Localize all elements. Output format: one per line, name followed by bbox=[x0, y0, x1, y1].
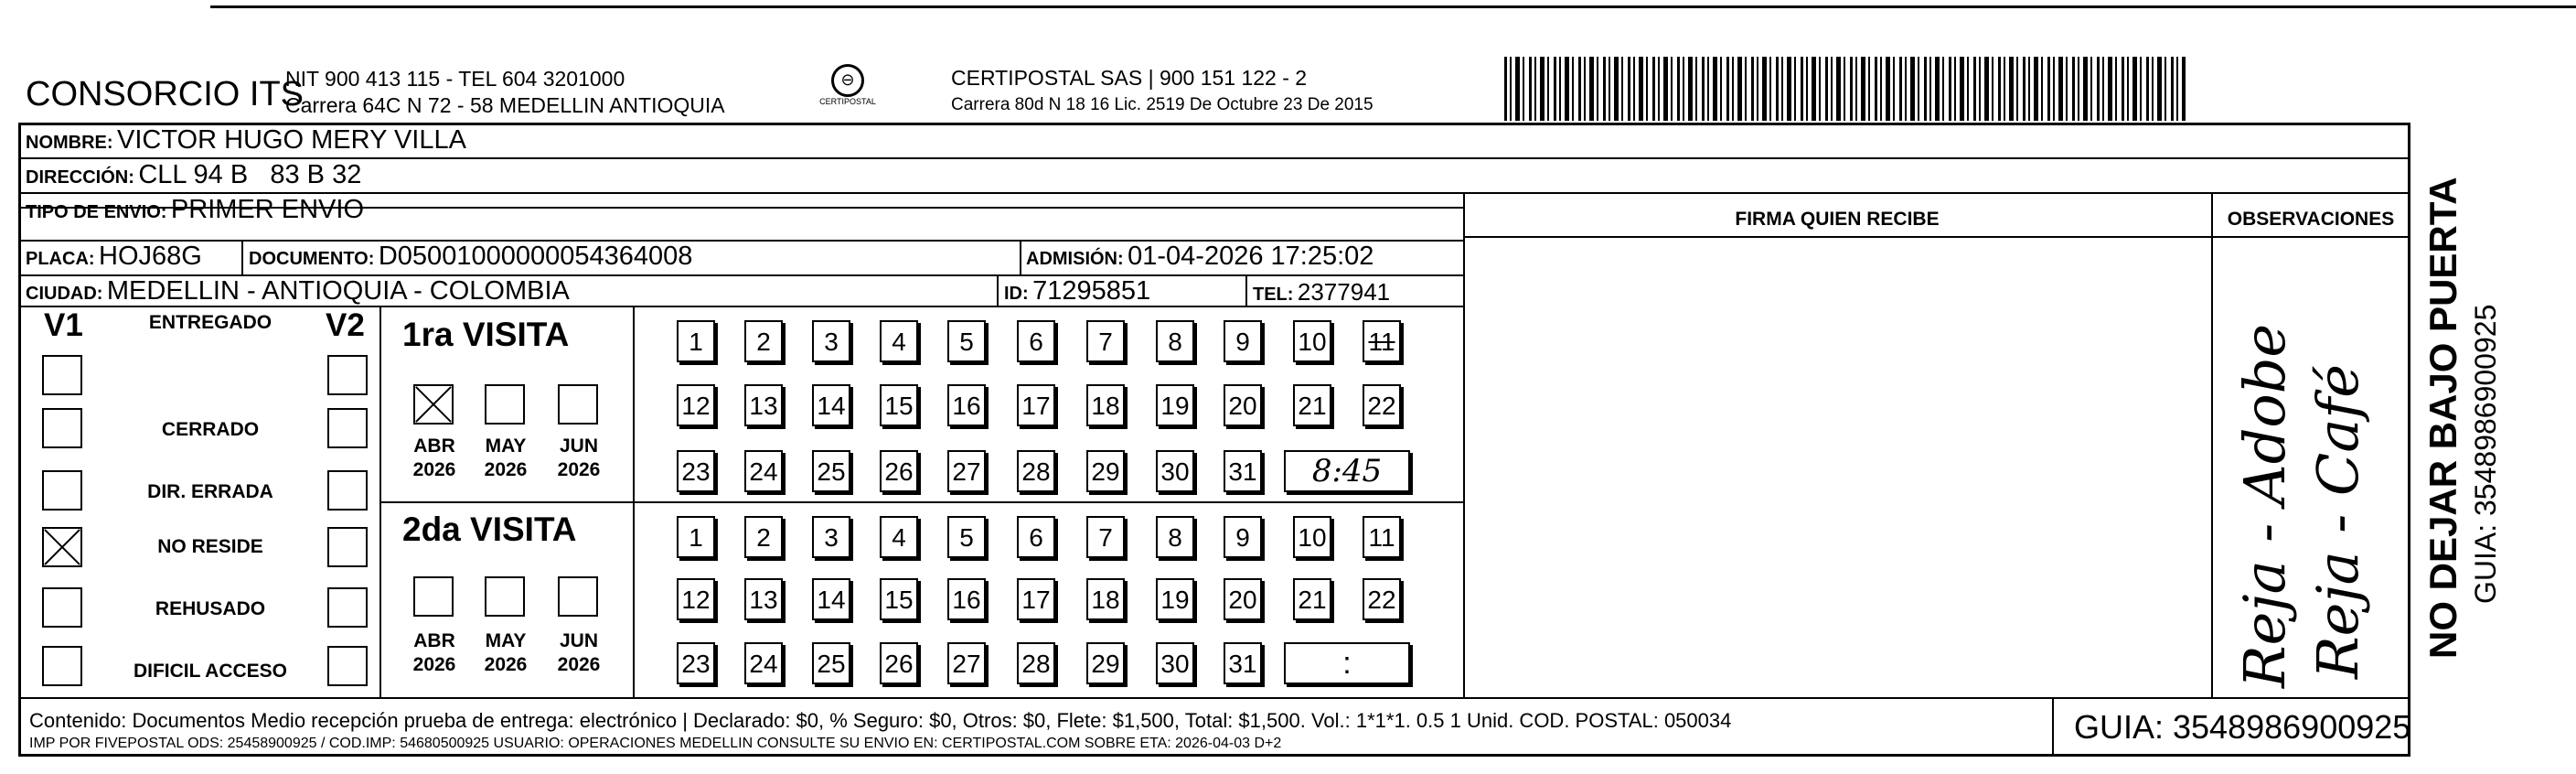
second-visit-day-box[interactable]: 30 bbox=[1156, 642, 1194, 684]
month-name: MAY bbox=[485, 630, 527, 651]
nit-line: NIT 900 413 115 - TEL 604 3201000 bbox=[285, 67, 625, 91]
first-visit-title: 1ra VISITA bbox=[402, 316, 570, 353]
first-visit-day-box[interactable]: 28 bbox=[1017, 450, 1055, 492]
rule-ciudad-id bbox=[997, 274, 999, 306]
documento-value: D05001000000054364008 bbox=[378, 242, 693, 271]
first-visit-day-box[interactable]: 29 bbox=[1086, 450, 1125, 492]
second-visit-month-jun-checkbox[interactable] bbox=[558, 576, 598, 617]
v1-dir-errada-checkbox[interactable] bbox=[42, 470, 82, 511]
month-year: 2026 bbox=[484, 459, 528, 480]
tipo-value: PRIMER ENVIO bbox=[170, 195, 365, 224]
first-visit-day-box[interactable]: 14 bbox=[812, 384, 850, 426]
admision-label: ADMISIÓN: bbox=[1026, 249, 1124, 269]
second-visit-day-box[interactable]: 21 bbox=[1293, 578, 1331, 620]
rule-visit-split bbox=[379, 501, 1463, 503]
ciudad-value: MEDELLIN - ANTIOQUIA - COLOMBIA bbox=[106, 276, 570, 306]
second-visit-day-box[interactable]: 14 bbox=[812, 578, 850, 620]
first-visit-day-box[interactable]: 16 bbox=[947, 384, 986, 426]
observaciones-note-2: Reja - Café bbox=[2304, 364, 2371, 679]
status-dificil-acceso: DIFICIL ACCESO bbox=[133, 661, 287, 682]
footer-contenido: Contenido: Documentos Medio recepción prueba de entrega: electrónico | Declarado: $0, % Seguro: $0, Otros: $0, Flete: $1,500, Total: $1,500. Vol.: 1*1*1. 0.5 1 Unid. COD. POSTAL: 050034 bbox=[29, 709, 1732, 732]
first-visit-day-box[interactable]: 21 bbox=[1293, 384, 1331, 426]
second-visit-day-box[interactable]: 1 bbox=[677, 516, 715, 558]
logo-text: CERTIPOSTAL bbox=[819, 97, 876, 106]
direccion-row bbox=[26, 160, 361, 190]
second-visit-day-box[interactable]: 25 bbox=[812, 642, 850, 684]
certipostal-address: Carrera 80d N 18 16 Lic. 2519 De Octubre 23 De 2015 bbox=[951, 95, 1374, 114]
footer-guia: GUIA: 3548986900925 bbox=[2074, 708, 2411, 746]
first-visit-month-may bbox=[474, 435, 538, 482]
first-visit-day-box[interactable]: 4 bbox=[880, 320, 918, 362]
v1-entregado-checkbox[interactable] bbox=[42, 355, 82, 395]
second-visit-day-box[interactable]: 3 bbox=[812, 516, 850, 558]
second-visit-day-box[interactable]: 31 bbox=[1224, 642, 1262, 684]
first-visit-day-box[interactable]: 5 bbox=[947, 320, 986, 362]
certipostal-nit: CERTIPOSTAL SAS | 900 151 122 - 2 bbox=[951, 66, 1308, 90]
nombre-value: VICTOR HUGO MERY VILLA bbox=[117, 125, 466, 155]
v2-entregado-checkbox[interactable] bbox=[327, 355, 368, 395]
second-visit-month-may-checkbox[interactable] bbox=[485, 576, 525, 617]
direccion-value: CLL 94 B 83 B 32 bbox=[138, 160, 362, 189]
month-name: JUN bbox=[559, 630, 598, 651]
first-visit-day-box[interactable]: 26 bbox=[880, 450, 918, 492]
month-year: 2026 bbox=[557, 654, 601, 675]
rule-placa-doc bbox=[241, 240, 243, 274]
first-visit-day-box[interactable]: 27 bbox=[947, 450, 986, 492]
rule-id-tel bbox=[1245, 274, 1247, 306]
rule-obs-left bbox=[2211, 192, 2213, 697]
second-visit-day-box[interactable]: 7 bbox=[1086, 516, 1125, 558]
placa-label: PLACA: bbox=[26, 249, 95, 269]
second-visit-day-box[interactable]: 18 bbox=[1086, 578, 1125, 620]
status-rehusado: REHUSADO bbox=[155, 598, 266, 619]
nombre-row bbox=[26, 125, 466, 156]
logo-icon: ⊖ bbox=[831, 64, 864, 97]
second-visit-day-box[interactable]: 27 bbox=[947, 642, 986, 684]
second-visit-day-box[interactable]: 26 bbox=[880, 642, 918, 684]
second-visit-day-box[interactable]: 6 bbox=[1017, 516, 1055, 558]
second-visit-day-box[interactable]: 2 bbox=[744, 516, 783, 558]
second-visit-day-box[interactable]: 5 bbox=[947, 516, 986, 558]
second-visit-day-box[interactable]: 22 bbox=[1363, 578, 1401, 620]
month-year: 2026 bbox=[412, 654, 456, 675]
second-visit-day-box[interactable]: 13 bbox=[744, 578, 783, 620]
v2-cerrado-checkbox[interactable] bbox=[327, 408, 368, 448]
second-visit-month-may bbox=[474, 629, 538, 677]
documento-row bbox=[249, 242, 692, 272]
second-visit-day-box[interactable]: 29 bbox=[1086, 642, 1125, 684]
first-visit-day-box[interactable]: 8 bbox=[1156, 320, 1194, 362]
status-cerrado: CERRADO bbox=[161, 419, 260, 440]
second-visit-month-abr bbox=[402, 629, 466, 677]
month-name: MAY bbox=[485, 435, 527, 457]
rule-footer-guia bbox=[2052, 697, 2054, 757]
rule-direccion bbox=[18, 192, 2410, 194]
second-visit-day-box[interactable]: 20 bbox=[1224, 578, 1262, 620]
v2-no-reside-checkbox[interactable] bbox=[327, 527, 368, 567]
first-visit-day-box[interactable]: 2 bbox=[744, 320, 783, 362]
tel-value: 2377941 bbox=[1297, 278, 1391, 306]
second-visit-day-box[interactable]: 4 bbox=[880, 516, 918, 558]
rule-nombre bbox=[18, 157, 2410, 159]
placa-value: HOJ68G bbox=[99, 242, 202, 271]
ciudad-row bbox=[26, 276, 570, 306]
second-visit-day-box[interactable]: 11 bbox=[1363, 516, 1401, 558]
month-year: 2026 bbox=[557, 459, 601, 480]
first-visit-day-box[interactable]: 30 bbox=[1156, 450, 1194, 492]
first-visit-day-box[interactable]: 19 bbox=[1156, 384, 1194, 426]
first-visit-day-box[interactable]: 10 bbox=[1293, 320, 1331, 362]
certipostal-logo bbox=[818, 64, 877, 108]
first-visit-day-box[interactable]: 17 bbox=[1017, 384, 1055, 426]
first-visit-day-box[interactable]: 1 bbox=[677, 320, 715, 362]
footer-imp: IMP POR FIVEPOSTAL ODS: 25458900925 / COD.IMP: 54680500925 USUARIO: OPERACIONES MEDELLIN CONSULTE SU ENVIO EN: CERTIPOSTAL.COM SOBRE ETA: 2026-04-03 D+2 bbox=[29, 736, 1282, 751]
second-visit-day-box[interactable]: 28 bbox=[1017, 642, 1055, 684]
ciudad-label: CIUDAD: bbox=[26, 284, 103, 304]
first-visit-month-jun bbox=[547, 435, 611, 482]
tel-row bbox=[1253, 278, 1390, 306]
first-visit-day-box[interactable]: 18 bbox=[1086, 384, 1125, 426]
v1-header: V1 bbox=[44, 307, 83, 343]
first-visit-day-box[interactable]: 3 bbox=[812, 320, 850, 362]
barcode bbox=[1504, 57, 2186, 121]
company-name: CONSORCIO ITS bbox=[26, 75, 305, 113]
v2-dir-errada-checkbox[interactable] bbox=[327, 470, 368, 511]
first-visit-day-box[interactable]: 6 bbox=[1017, 320, 1055, 362]
first-visit-day-box[interactable]: 20 bbox=[1224, 384, 1262, 426]
first-visit-day-box[interactable]: 22 bbox=[1363, 384, 1401, 426]
second-visit-day-box[interactable]: 19 bbox=[1156, 578, 1194, 620]
placa-row bbox=[26, 242, 202, 272]
first-visit-month-jun-checkbox[interactable] bbox=[558, 384, 598, 425]
v2-rehusado-checkbox[interactable] bbox=[327, 587, 368, 628]
admision-row bbox=[1026, 242, 1374, 272]
month-name: JUN bbox=[559, 435, 598, 457]
rule-doc-adm bbox=[1020, 240, 1021, 274]
id-label: ID: bbox=[1004, 284, 1029, 304]
second-visit-month-abr-checkbox[interactable] bbox=[413, 576, 454, 617]
second-visit-time-box[interactable]: : bbox=[1284, 642, 1410, 684]
id-row bbox=[1004, 276, 1150, 306]
second-visit-day-box[interactable]: 8 bbox=[1156, 516, 1194, 558]
documento-label: DOCUMENTO: bbox=[249, 249, 375, 269]
v1-no-reside-checkbox[interactable] bbox=[42, 527, 82, 567]
first-visit-month-abr-checkbox[interactable] bbox=[413, 384, 454, 425]
tel-label: TEL: bbox=[1253, 285, 1294, 305]
month-name: ABR bbox=[413, 435, 455, 457]
second-visit-title: 2da VISITA bbox=[402, 511, 577, 548]
second-visit-day-box[interactable]: 23 bbox=[677, 642, 715, 684]
v1-dificil-acceso-checkbox[interactable] bbox=[42, 646, 82, 686]
id-value: 71295851 bbox=[1032, 276, 1151, 306]
second-visit-day-box[interactable]: 9 bbox=[1224, 516, 1262, 558]
second-visit-day-box[interactable]: 12 bbox=[677, 578, 715, 620]
first-visit-day-box[interactable]: 7 bbox=[1086, 320, 1125, 362]
second-visit-day-box[interactable]: 16 bbox=[947, 578, 986, 620]
first-visit-day-box[interactable]: 12 bbox=[677, 384, 715, 426]
rule-firma-left bbox=[1463, 192, 1465, 697]
tipo-row bbox=[26, 195, 364, 225]
status-entregado: ENTREGADO bbox=[148, 312, 273, 333]
direccion-label: DIRECCIÓN: bbox=[26, 167, 134, 188]
first-visit-day-box[interactable]: 13 bbox=[744, 384, 783, 426]
v1-rehusado-checkbox[interactable] bbox=[42, 587, 82, 628]
second-visit-month-jun bbox=[547, 629, 611, 677]
tipo-label: TIPO DE ENVIO: bbox=[26, 202, 167, 222]
month-name: ABR bbox=[413, 630, 455, 651]
first-visit-month-may-checkbox[interactable] bbox=[485, 384, 525, 425]
no-dejar-bajo-puerta: NO DEJAR BAJO PUERTA bbox=[2421, 177, 2464, 659]
first-visit-day-box[interactable]: 11 bbox=[1363, 320, 1401, 362]
admision-value: 01-04-2026 17:25:02 bbox=[1128, 242, 1374, 271]
firma-header: FIRMA QUIEN RECIBE bbox=[1735, 209, 1940, 230]
first-visit-day-box[interactable]: 31 bbox=[1224, 450, 1262, 492]
top-rule bbox=[210, 5, 2576, 8]
second-visit-day-box[interactable]: 17 bbox=[1017, 578, 1055, 620]
first-visit-day-box[interactable]: 15 bbox=[880, 384, 918, 426]
first-visit-day-box[interactable]: 25 bbox=[812, 450, 850, 492]
observaciones-note-1: Reja - Adobe bbox=[2231, 323, 2298, 688]
first-visit-time-box[interactable]: 8:45 bbox=[1284, 450, 1410, 492]
address-line: Carrera 64C N 72 - 58 MEDELLIN ANTIOQUIA bbox=[285, 93, 725, 117]
observaciones-header: OBSERVACIONES bbox=[2227, 209, 2395, 230]
rule-status-right bbox=[379, 306, 381, 697]
first-visit-month-abr bbox=[402, 435, 466, 482]
status-dir-errada: DIR. ERRADA bbox=[147, 481, 273, 502]
month-year: 2026 bbox=[412, 459, 456, 480]
first-visit-day-box[interactable]: 23 bbox=[677, 450, 715, 492]
side-guia: GUIA: 3548986900925 bbox=[2469, 304, 2502, 604]
v2-header: V2 bbox=[326, 307, 365, 343]
v2-dificil-acceso-checkbox[interactable] bbox=[327, 646, 368, 686]
rule-firma-head bbox=[1463, 236, 2410, 238]
v1-cerrado-checkbox[interactable] bbox=[42, 408, 82, 448]
rule-months-right bbox=[633, 306, 635, 697]
first-visit-day-box[interactable]: 24 bbox=[744, 450, 783, 492]
month-year: 2026 bbox=[484, 654, 528, 675]
second-visit-day-box[interactable]: 15 bbox=[880, 578, 918, 620]
status-no-reside: NO RESIDE bbox=[157, 536, 263, 557]
second-visit-day-box[interactable]: 24 bbox=[744, 642, 783, 684]
company-info bbox=[285, 66, 725, 119]
first-visit-day-box[interactable]: 9 bbox=[1224, 320, 1262, 362]
nombre-label: NOMBRE: bbox=[26, 133, 113, 153]
second-visit-day-box[interactable]: 10 bbox=[1293, 516, 1331, 558]
